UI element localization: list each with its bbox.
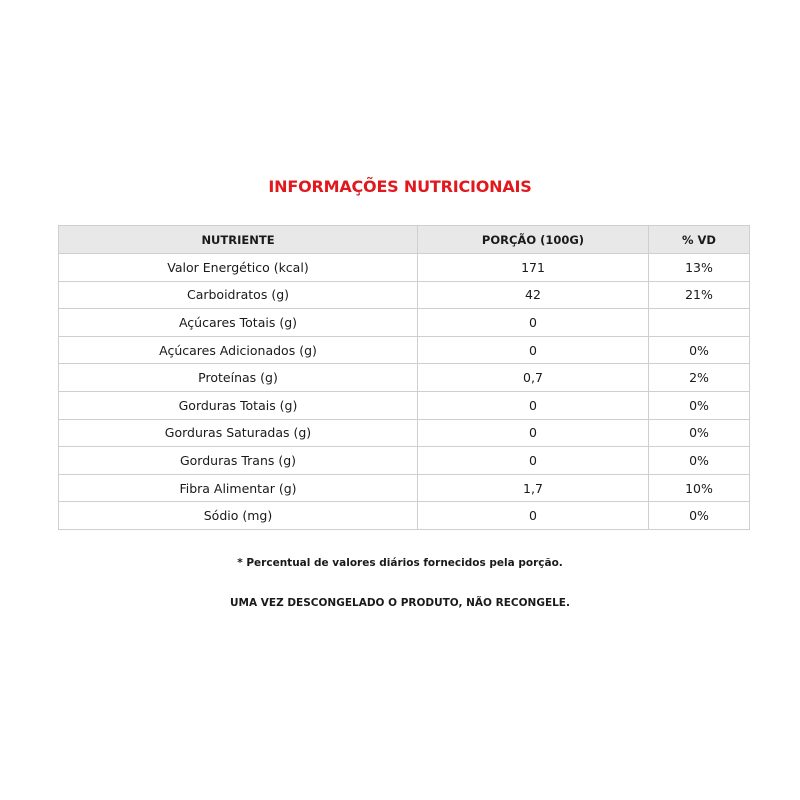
table-row [59,447,750,475]
portion-cell: 42 [418,281,649,309]
portion-cell: 0 [418,309,649,337]
nutrient-cell: Sódio (mg) [59,502,418,530]
nutrient-cell: Valor Energético (kcal) [59,254,418,282]
table-row [59,391,750,419]
portion-cell: 171 [418,254,649,282]
vd-cell: 0% [649,391,750,419]
nutrient-cell: Fibra Alimentar (g) [59,474,418,502]
table-header-row [59,226,750,254]
vd-cell: 0% [649,447,750,475]
page-title: INFORMAÇÕES NUTRICIONAIS [268,177,532,196]
footnote: * Percentual de valores diários fornecidos pela porção. [237,557,563,569]
portion-cell: 0,7 [418,364,649,392]
portion-cell: 0 [418,336,649,364]
table-row [59,281,750,309]
table-row [59,336,750,364]
nutrient-cell: Gorduras Saturadas (g) [59,419,418,447]
nutrient-cell: Açúcares Adicionados (g) [59,336,418,364]
nutrient-cell: Proteínas (g) [59,364,418,392]
table-row [59,502,750,530]
table-row [59,474,750,502]
vd-cell [649,309,750,337]
portion-cell: 0 [418,391,649,419]
vd-cell: 21% [649,281,750,309]
nutrient-cell: Gorduras Totais (g) [59,391,418,419]
portion-cell: 1,7 [418,474,649,502]
table-row [59,364,750,392]
portion-cell: 0 [418,502,649,530]
nutrient-cell: Carboidratos (g) [59,281,418,309]
table-row [59,419,750,447]
portion-cell: 0 [418,447,649,475]
vd-cell: 0% [649,336,750,364]
header-nutrient: NUTRIENTE [59,226,418,254]
vd-cell: 13% [649,254,750,282]
nutrition-table [58,225,750,530]
vd-cell: 10% [649,474,750,502]
vd-cell: 2% [649,364,750,392]
storage-warning: UMA VEZ DESCONGELADO O PRODUTO, NÃO RECONGELE. [230,597,570,609]
nutrient-cell: Gorduras Trans (g) [59,447,418,475]
portion-cell: 0 [418,419,649,447]
vd-cell: 0% [649,419,750,447]
nutrient-cell: Açúcares Totais (g) [59,309,418,337]
vd-cell: 0% [649,502,750,530]
table-row [59,254,750,282]
table-row [59,309,750,337]
header-vd: % VD [649,226,750,254]
header-portion: PORÇÃO (100G) [418,226,649,254]
